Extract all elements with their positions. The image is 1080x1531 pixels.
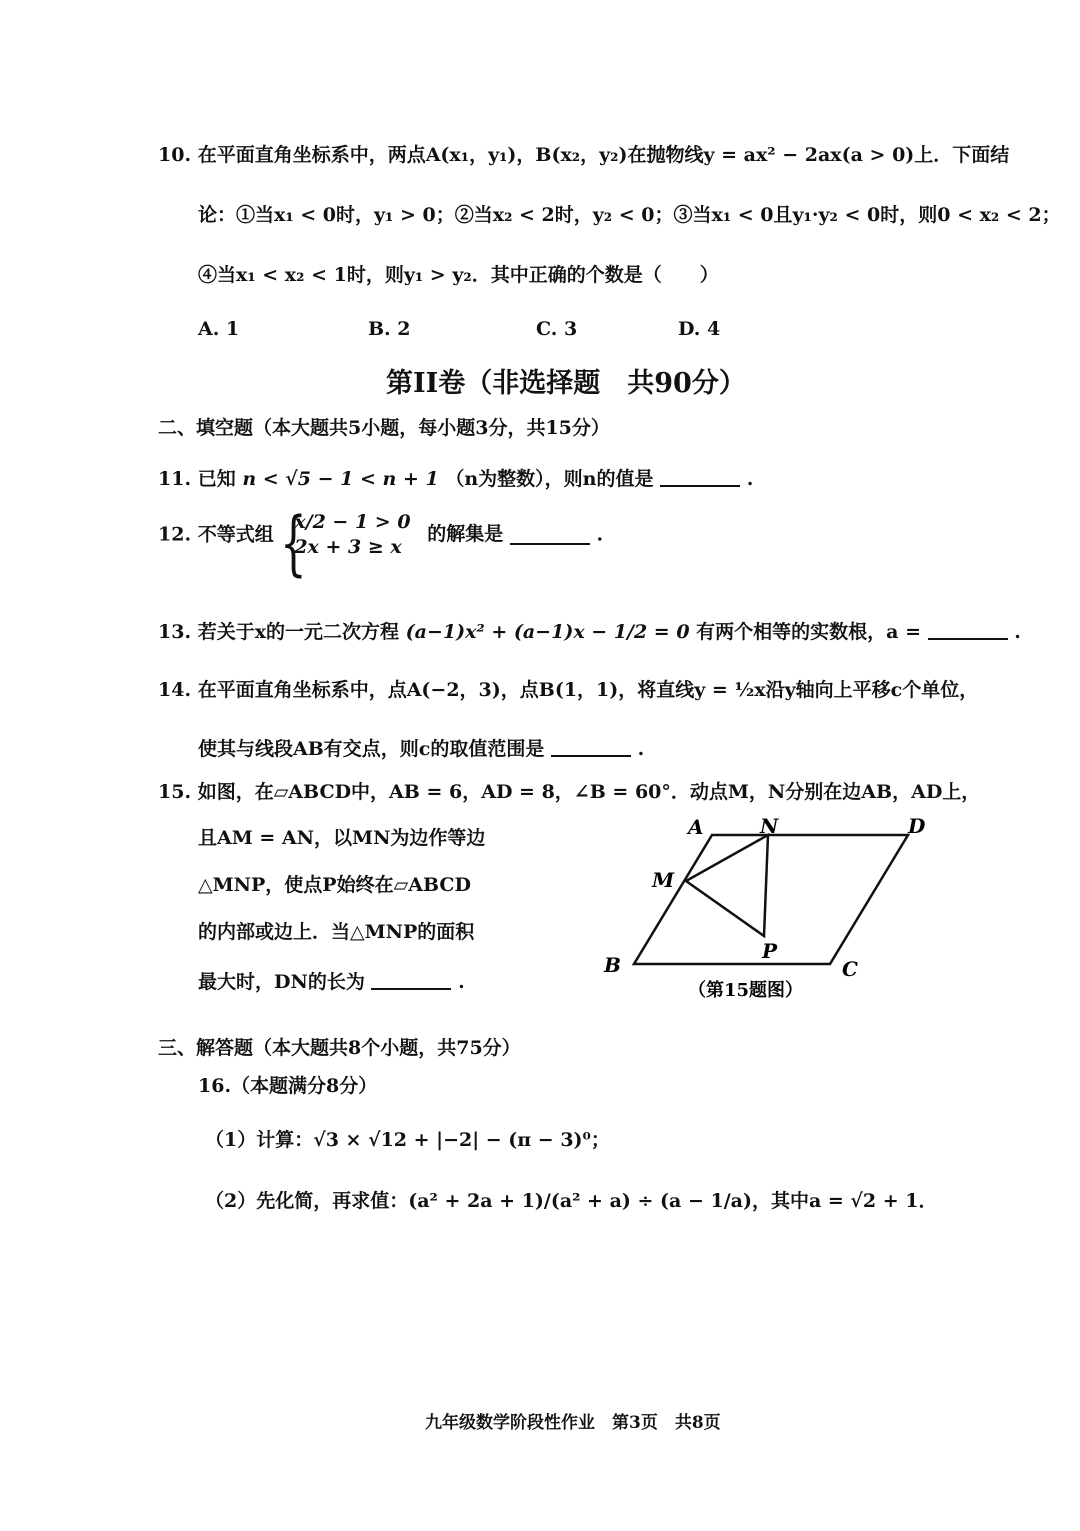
q11-post: （n为整数），则n的值是 [445,468,654,490]
q12-post: 的解集是 [427,523,504,546]
part2-title: 第II卷（非选择题 共90分） [386,368,746,399]
q12-system [280,502,411,584]
q10-option-a: A. 1 [198,318,240,340]
q16-header: 16.（本题满分8分） [198,1075,378,1097]
q12 [158,502,604,584]
section2-title: 二、填空题（本大题共5小题，每小题3分，共15分） [158,417,610,439]
q12-number: 12. [158,523,192,546]
q14-text-2: 使其与线段AB有交点，则c的取值范围是 [198,738,545,760]
q15-end: . [458,971,465,993]
q15-text-5: 最大时，DN的长为 [198,971,365,993]
q12-end: . [596,523,604,546]
q12-row1: x/2 − 1 > 0 [294,511,411,533]
q13-pre: 若关于x的一元二次方程 [197,621,400,643]
q15-line4: 的内部或边上．当△MNP的面积 [198,921,475,943]
label-a: A [688,815,704,839]
q10-option-b: B. 2 [368,318,411,340]
q15-line2: 且AM = AN，以MN为边作等边 [198,827,486,849]
q15-line3: △MNP，使点P始终在▱ABCD [198,874,471,896]
q14-line2 [198,737,644,759]
q14-end: . [637,738,645,760]
q15-line1 [158,783,980,802]
q12-pre: 不等式组 [197,523,274,546]
q11-number: 11. [158,468,192,490]
q11-pre: 已知 [197,468,236,490]
q10-line2: 论：①当x₁ < 0时，y₁ > 0；②当x₂ < 2时，y₂ < 0；③当x₁ < 0且y₁·y₂ < 0时，则0 < x₂ < 2； [198,204,1061,226]
q10-option-c: C. 3 [536,318,578,340]
q12-row2: 2x + 3 ≥ x [294,535,402,558]
q16-part1: （1）计算：√3 × √12 + |−2| − (π − 3)⁰； [205,1129,610,1151]
brace-icon: { [280,502,308,584]
q10-text-1: 在平面直角坐标系中，两点A(x₁，y₁)，B(x₂，y₂)在抛物线y = ax² − 2ax(a > 0)上．下面结 [197,144,1010,166]
label-n: N [760,814,779,838]
section3-title: 三、解答题（本大题共8个小题，共75分） [158,1037,521,1059]
q11-answer-blank[interactable] [660,467,740,487]
q14-text-1: 在平面直角坐标系中，点A(−2，3)，点B(1，1)，将直线y = ½x沿y轴向上平移c个单位， [197,679,979,701]
triangle-mnp [686,835,768,936]
q13-end: . [1014,621,1021,643]
q15-answer-blank[interactable] [371,970,451,990]
q10-line1 [158,146,1009,165]
label-b: B [604,953,621,977]
q13-post: 有两个相等的实数根，a = [696,621,922,643]
q10-option-d: D. 4 [678,318,721,340]
q15-number: 15. [158,781,192,803]
q11-end: . [746,468,754,490]
q13-number: 13. [158,621,192,643]
q16-part2: （2）先化简，再求值：(a² + 2a + 1)/(a² + a) ÷ (a − 1/a)，其中a = √2 + 1． [205,1190,938,1212]
q10-number: 10. [158,144,192,166]
q13-answer-blank[interactable] [928,620,1008,640]
figure-caption: （第15题图） [688,980,804,1001]
label-m: M [652,868,675,892]
q11 [158,467,753,489]
q15-figure [590,810,950,1010]
page-footer: 九年级数学阶段性作业 第3页 共8页 [425,1413,721,1433]
q15-text-1: 如图，在▱ABCD中，AB = 6，AD = 8，∠B = 60°．动点M，N分别在边AB，AD上， [197,781,981,803]
q13 [158,620,1021,642]
q14-answer-blank[interactable] [551,737,631,757]
label-c: C [842,957,858,981]
q12-answer-blank[interactable] [510,525,590,545]
q10-line3: ④当x₁ < x₂ < 1时，则y₁ > y₂．其中正确的个数是（ ） [198,264,719,286]
q13-math: (a−1)x² + (a−1)x − 1/2 = 0 [405,621,690,643]
q15-line5 [198,970,465,992]
label-p: P [762,939,778,963]
q14-line1 [158,681,978,700]
label-d: D [908,814,926,838]
q11-math: n < √5 − 1 < n + 1 [242,468,439,490]
q14-number: 14. [158,679,192,701]
